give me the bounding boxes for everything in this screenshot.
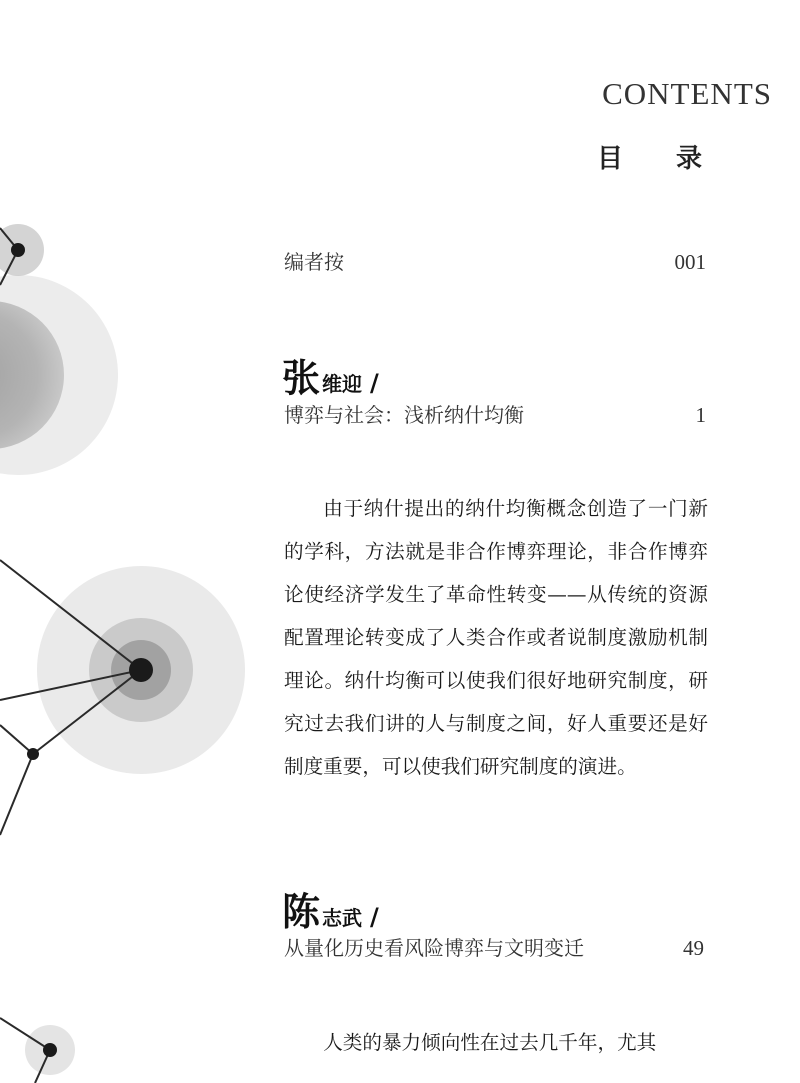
node-middle xyxy=(129,658,153,682)
author-given-name: 维迎 xyxy=(322,372,363,396)
node-bottom xyxy=(43,1043,57,1057)
toc-entry-editor-note[interactable] xyxy=(284,246,706,275)
toc-entry-2[interactable] xyxy=(284,932,704,961)
author-surname: 陈 xyxy=(282,890,321,934)
contents-heading-en: CONTENTS xyxy=(602,76,772,111)
node-lower xyxy=(27,748,39,760)
author-surname: 张 xyxy=(282,356,321,400)
contents-heading-zh: 目 录 xyxy=(596,144,724,174)
toc-entry-title: 博弈与社会：浅析纳什均衡 xyxy=(284,403,524,427)
toc-entry-1[interactable] xyxy=(284,399,706,428)
author-slash: / xyxy=(370,903,379,931)
toc-entry-title: 从量化历史看风险博弈与文明变迁 xyxy=(284,936,584,960)
node-top xyxy=(11,243,25,257)
entry-abstract-2: 人类的暴力倾向性在过去几千年，尤其 xyxy=(323,1031,657,1054)
toc-entry-title: 编者按 xyxy=(284,250,344,274)
entry-abstract-1: 由于纳什提出的纳什均衡概念创造了一门新的学科，方法就是非合作博弈理论，非合作博弈论使经济学发生了革命性转变——从传统的资源配置理论转变成了人类合作或者说制度激励机制理论。纳什均衡可以使我们很好地研究制度，研究过去我们讲的人与制度之间，好人重要还是好制度重要，可以使我们研究制度的演进。 xyxy=(284,497,708,778)
toc-entry-page: 1 xyxy=(695,403,706,427)
author-heading-2 xyxy=(282,881,379,936)
toc-entry-page: 001 xyxy=(674,250,706,274)
author-heading-1 xyxy=(282,347,379,402)
author-slash: / xyxy=(370,369,379,397)
author-given-name: 志武 xyxy=(322,906,363,930)
toc-entry-page: 49 xyxy=(683,936,704,960)
